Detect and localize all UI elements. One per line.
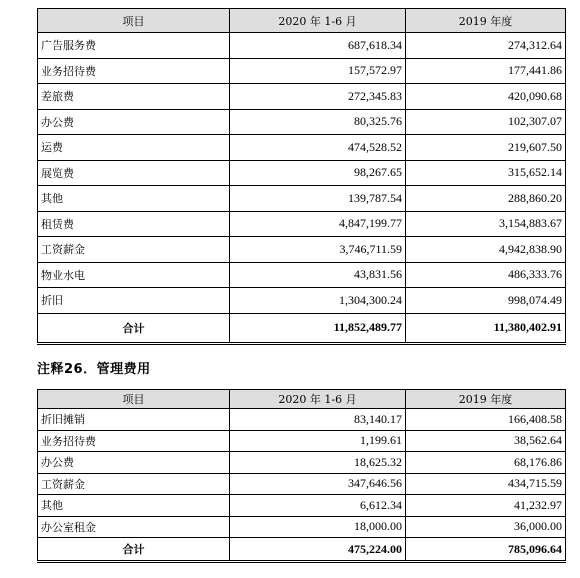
section-title: 注释26．管理费用 — [37, 362, 151, 377]
row-item: 展览费 — [38, 160, 230, 186]
table-row — [38, 109, 566, 135]
row-2019-value: 315,652.14 — [406, 160, 566, 186]
header-2020-h1: 2020 年 1-6 月 — [230, 9, 406, 33]
row-2020-value: 3,746,711.59 — [230, 237, 406, 263]
row-2020-value: 474,528.52 — [230, 135, 406, 161]
total-label: 合计 — [38, 313, 230, 343]
row-2020-value: 98,267.65 — [230, 160, 406, 186]
total-row — [38, 313, 566, 343]
total-2020-value: 475,224.00 — [230, 538, 406, 562]
row-item: 广告服务费 — [38, 33, 230, 59]
table-row — [38, 262, 566, 288]
row-2020-value: 6,612.34 — [230, 495, 406, 517]
row-2020-value: 1,304,300.24 — [230, 288, 406, 314]
row-item: 差旅费 — [38, 84, 230, 110]
table-row — [38, 33, 566, 59]
row-item: 业务招待费 — [38, 58, 230, 84]
row-2020-value: 687,618.34 — [230, 33, 406, 59]
row-2019-value: 998,074.49 — [406, 288, 566, 314]
row-2019-value: 3,154,883.67 — [406, 211, 566, 237]
row-2019-value: 177,441.86 — [406, 58, 566, 84]
row-item: 租赁费 — [38, 211, 230, 237]
table-row — [38, 473, 566, 495]
row-2019-value: 420,090.68 — [406, 84, 566, 110]
table-row — [38, 430, 566, 452]
table-row — [38, 237, 566, 263]
row-2019-value: 68,176.86 — [406, 452, 566, 474]
table-row — [38, 452, 566, 474]
row-item: 运费 — [38, 135, 230, 161]
row-item: 折旧 — [38, 288, 230, 314]
row-item: 其他 — [38, 186, 230, 212]
row-2020-value: 1,199.61 — [230, 430, 406, 452]
row-2020-value: 272,345.83 — [230, 84, 406, 110]
admin-expenses-table — [37, 389, 566, 563]
row-2019-value: 41,232.97 — [406, 495, 566, 517]
row-2019-value: 4,942,838.90 — [406, 237, 566, 263]
header-2019: 2019 年度 — [406, 9, 566, 33]
table-header-row — [38, 390, 566, 409]
total-label: 合计 — [38, 538, 230, 562]
row-2020-value: 18,625.32 — [230, 452, 406, 474]
row-2019-value: 486,333.76 — [406, 262, 566, 288]
total-2019-value: 11,380,402.91 — [406, 313, 566, 343]
row-2019-value: 102,307.07 — [406, 109, 566, 135]
table-row — [38, 135, 566, 161]
table-row — [38, 84, 566, 110]
table-header-row — [38, 9, 566, 33]
table-row — [38, 516, 566, 538]
row-item: 办公费 — [38, 109, 230, 135]
table-row — [38, 409, 566, 431]
header-item: 项目 — [38, 9, 230, 33]
table-row — [38, 160, 566, 186]
row-2020-value: 43,831.56 — [230, 262, 406, 288]
row-item: 折旧摊销 — [38, 409, 230, 431]
header-item: 项目 — [38, 390, 230, 409]
row-item: 办公费 — [38, 452, 230, 474]
row-item: 物业水电 — [38, 262, 230, 288]
row-2020-value: 347,646.56 — [230, 473, 406, 495]
row-2019-value: 434,715.59 — [406, 473, 566, 495]
selling-expenses-table — [37, 8, 566, 345]
total-2019-value: 785,096.64 — [406, 538, 566, 562]
header-2019: 2019 年度 — [406, 390, 566, 409]
row-2020-value: 4,847,199.77 — [230, 211, 406, 237]
row-2019-value: 38,562.64 — [406, 430, 566, 452]
row-item: 办公室租金 — [38, 516, 230, 538]
row-item: 业务招待费 — [38, 430, 230, 452]
row-2020-value: 83,140.17 — [230, 409, 406, 431]
row-2019-value: 36,000.00 — [406, 516, 566, 538]
total-2020-value: 11,852,489.77 — [230, 313, 406, 343]
header-2020-h1: 2020 年 1-6 月 — [230, 390, 406, 409]
row-2019-value: 166,408.58 — [406, 409, 566, 431]
row-item: 工资薪金 — [38, 237, 230, 263]
row-2019-value: 274,312.64 — [406, 33, 566, 59]
table-row — [38, 58, 566, 84]
table-row — [38, 186, 566, 212]
row-2020-value: 80,325.76 — [230, 109, 406, 135]
row-2020-value: 18,000.00 — [230, 516, 406, 538]
row-2020-value: 139,787.54 — [230, 186, 406, 212]
total-row — [38, 538, 566, 562]
table-row — [38, 495, 566, 517]
table-row — [38, 288, 566, 314]
row-2020-value: 157,572.97 — [230, 58, 406, 84]
row-item: 工资薪金 — [38, 473, 230, 495]
table-row — [38, 211, 566, 237]
row-2019-value: 219,607.50 — [406, 135, 566, 161]
row-2019-value: 288,860.20 — [406, 186, 566, 212]
row-item: 其他 — [38, 495, 230, 517]
